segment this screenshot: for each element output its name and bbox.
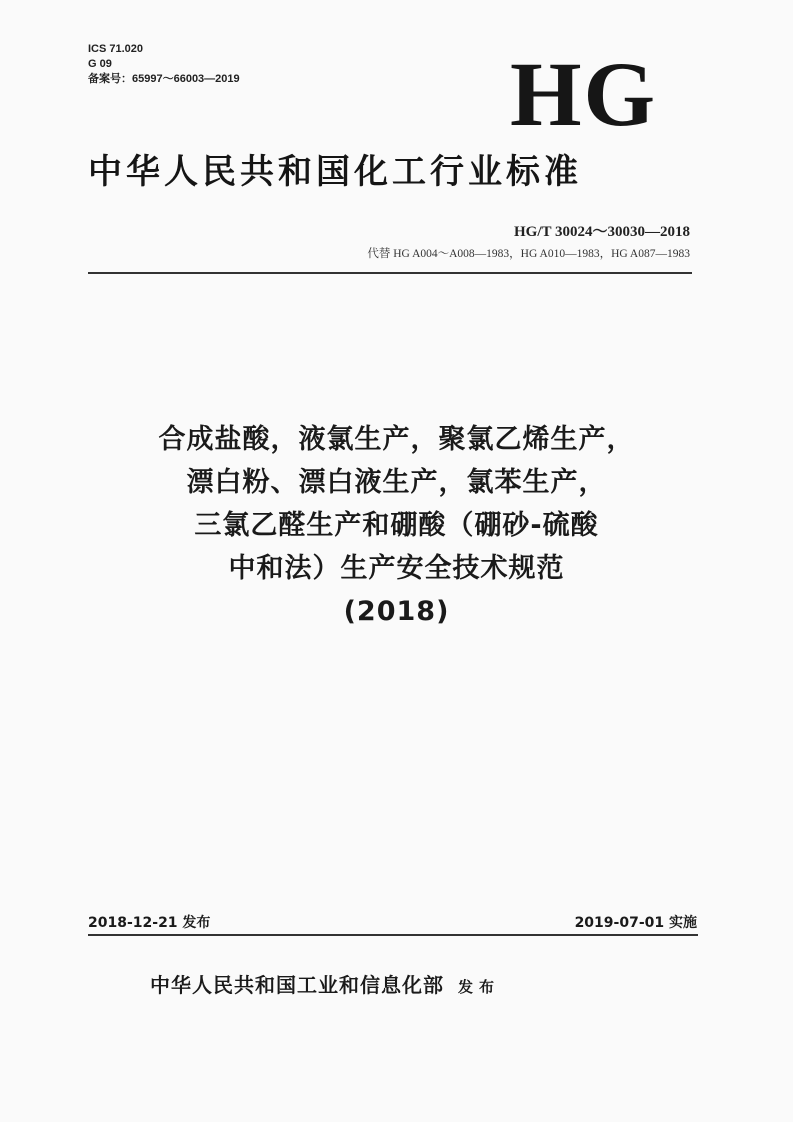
header-divider bbox=[88, 272, 692, 274]
title-line: 中和法）生产安全技术规范 bbox=[228, 553, 565, 584]
standard-type-title: 中华人民共和国化工行业标准 bbox=[88, 152, 582, 192]
record-number: 备案号：65997～66003—2019 bbox=[88, 73, 240, 85]
implementation-date: 2019-07-01 实施 bbox=[574, 915, 697, 931]
publisher bbox=[150, 969, 670, 998]
classification-block bbox=[88, 42, 240, 87]
title-line: 合成盐酸，液氯生产，聚氯乙烯生产， bbox=[158, 424, 635, 455]
title-line: 三氯乙醛生产和硼酸（硼砂-硫酸 bbox=[194, 510, 599, 541]
category-code: G 09 bbox=[88, 58, 112, 70]
issue-date: 2018-12-21 发布 bbox=[88, 915, 211, 931]
ics-code: ICS 71.020 bbox=[88, 43, 144, 55]
title-year: (2018) bbox=[343, 596, 450, 627]
standard-number: HG/T 30024～30030—2018 bbox=[514, 224, 690, 240]
publisher-name: 中华人民共和国工业和信息化部 bbox=[150, 973, 444, 997]
publisher-suffix: 发布 bbox=[458, 978, 501, 996]
footer-divider bbox=[88, 934, 698, 936]
hg-logo: HG bbox=[510, 43, 658, 145]
replaces-note: 代替 HG A004～A008—1983，HG A010—1983，HG A087—1983 bbox=[367, 248, 690, 260]
document-title bbox=[60, 418, 733, 633]
title-line: 漂白粉、漂白液生产，氯苯生产， bbox=[186, 467, 607, 498]
